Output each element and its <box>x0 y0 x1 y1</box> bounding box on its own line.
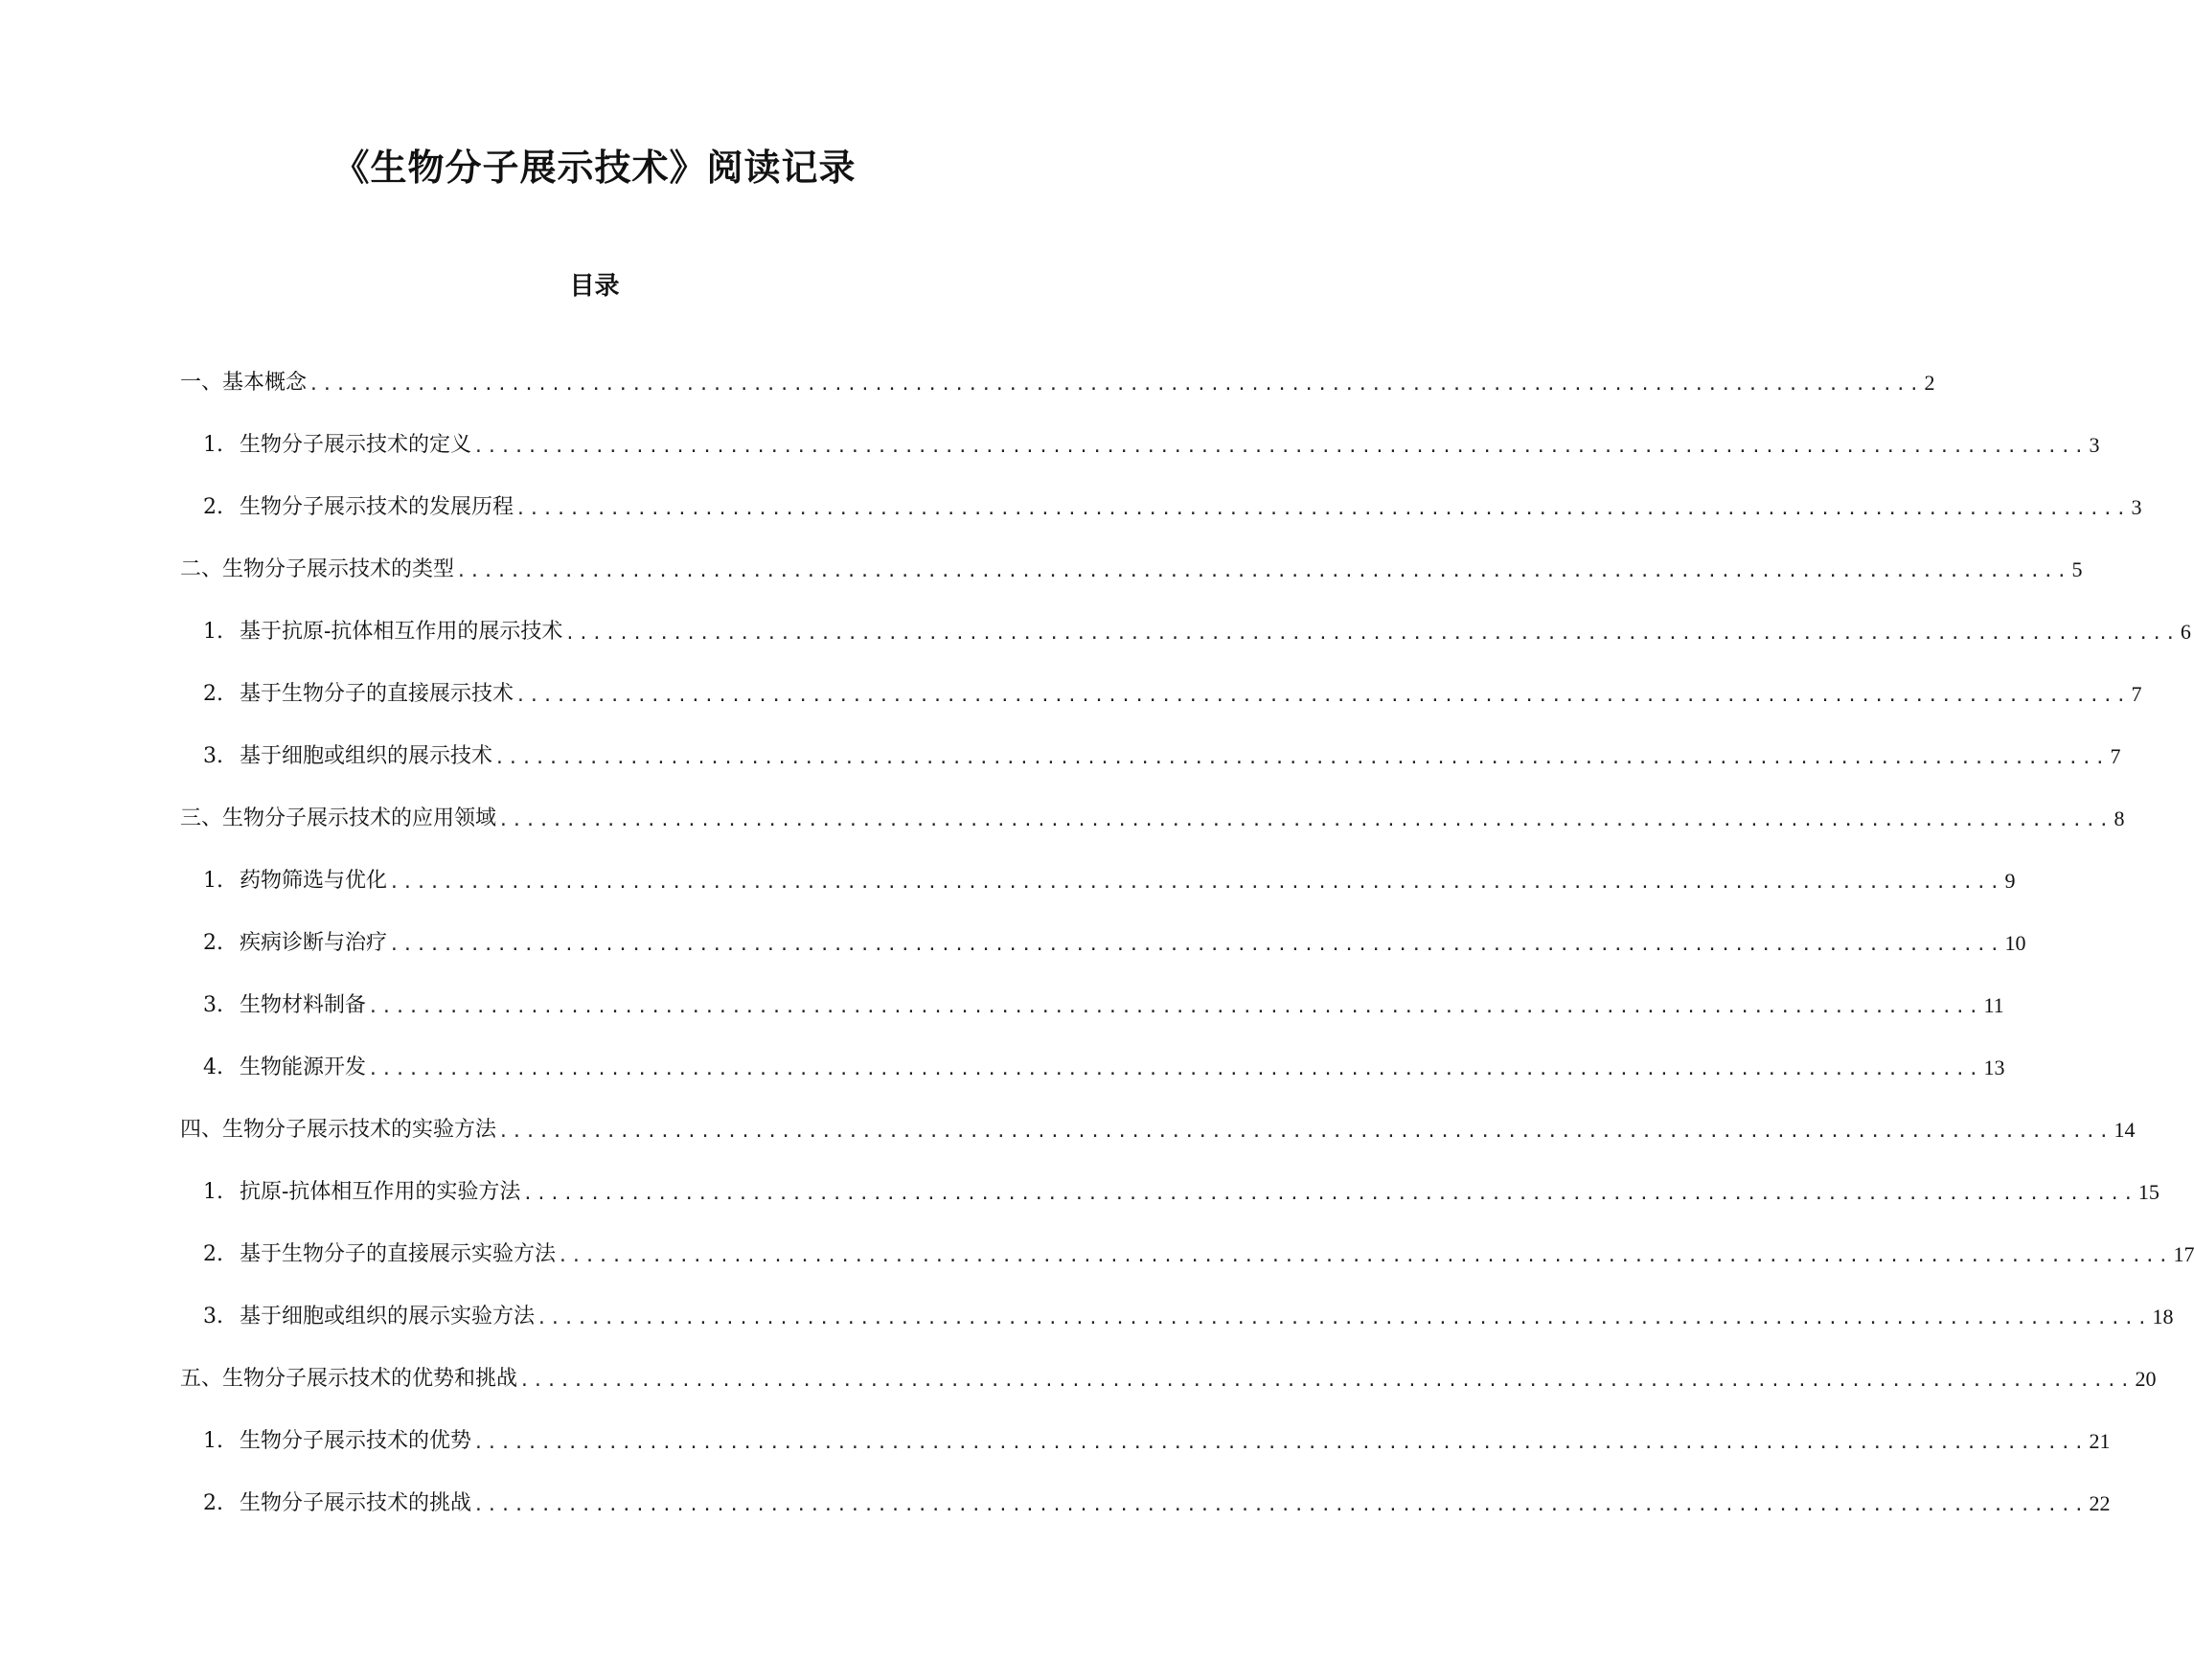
toc-leader-dots: ........................................................................................................................ <box>498 1122 2113 1142</box>
toc-page-number: 17 <box>2173 1242 2194 1266</box>
toc-entry[interactable] <box>0 1301 2174 1363</box>
toc-entry-text: 疾病诊断与治疗 <box>240 931 388 955</box>
toc-entry[interactable] <box>0 927 2026 989</box>
toc-page-number: 7 <box>2110 744 2121 768</box>
toc-entry-text: 四、生物分子展示技术的实验方法 <box>180 1118 497 1142</box>
toc-leader-dots: ........................................................................................................................ <box>515 686 2130 706</box>
toc-entry[interactable] <box>0 1114 2136 1176</box>
toc-leader-dots: ........................................................................................................................ <box>473 1433 2088 1453</box>
toc-leader-dots: ........................................................................................................................ <box>558 1246 2172 1266</box>
toc-entry[interactable] <box>0 1176 2160 1238</box>
toc-entry-number: 2. <box>203 931 223 955</box>
toc-entry[interactable] <box>0 429 2100 491</box>
toc-leader-dots: ........................................................................................................................ <box>519 1371 2134 1391</box>
toc-entry[interactable] <box>0 989 2004 1052</box>
toc-page-number: 21 <box>2089 1429 2111 1453</box>
toc-entry-text: 生物能源开发 <box>240 1056 367 1079</box>
toc-entry[interactable] <box>0 740 2121 803</box>
toc-page-number: 18 <box>2152 1305 2174 1328</box>
toc-entry-number: 1. <box>203 433 223 457</box>
toc-page-number: 6 <box>2180 620 2191 644</box>
toc-entry-text: 三、生物分子展示技术的应用领域 <box>180 806 497 830</box>
toc-leader-dots: ........................................................................................................................ <box>309 375 1923 395</box>
toc-entry-text: 生物材料制备 <box>240 993 367 1017</box>
table-of-contents <box>0 367 2194 1550</box>
toc-entry-number: 2. <box>203 495 223 519</box>
toc-leader-dots: ........................................................................................................................ <box>515 499 2130 519</box>
toc-entry-number: 1. <box>203 1180 223 1204</box>
toc-entry[interactable] <box>0 1425 2111 1487</box>
toc-entry-text: 生物分子展示技术的优势 <box>240 1429 472 1453</box>
document-title: 《生物分子展示技术》阅读记录 <box>332 146 857 189</box>
toc-entry-text: 基于细胞或组织的展示技术 <box>240 744 493 768</box>
toc-page-number: 7 <box>2131 682 2142 706</box>
toc-page-number: 20 <box>2135 1367 2157 1391</box>
toc-page-number: 3 <box>2131 495 2142 519</box>
toc-entry-text: 基于生物分子的直接展示技术 <box>240 682 514 706</box>
toc-entry-text: 生物分子展示技术的定义 <box>240 433 472 457</box>
toc-entry-text: 药物筛选与优化 <box>240 869 388 893</box>
toc-leader-dots: ........................................................................................................................ <box>368 997 1982 1017</box>
toc-page-number: 2 <box>1924 371 1935 395</box>
toc-page-number: 5 <box>2071 557 2083 581</box>
toc-leader-dots: ........................................................................................................................ <box>473 1495 2088 1515</box>
toc-leader-dots: ........................................................................................................................ <box>389 935 2003 955</box>
toc-entry-number: 2. <box>203 1242 223 1266</box>
toc-entry-text: 基于生物分子的直接展示实验方法 <box>240 1242 557 1266</box>
toc-entry-text: 生物分子展示技术的发展历程 <box>240 495 514 519</box>
toc-entry[interactable] <box>0 491 2142 554</box>
toc-leader-dots: ........................................................................................................................ <box>537 1308 2151 1328</box>
toc-leader-dots: ........................................................................................................................ <box>456 561 2070 581</box>
toc-entry-number: 3. <box>203 993 223 1017</box>
toc-entry-number: 4. <box>203 1056 223 1079</box>
toc-entry-number: 2. <box>203 1491 223 1515</box>
toc-entry-text: 基于细胞或组织的展示实验方法 <box>240 1305 536 1328</box>
toc-entry[interactable] <box>0 678 2142 740</box>
toc-entry[interactable] <box>0 1238 2194 1301</box>
toc-entry[interactable] <box>0 803 2125 865</box>
toc-page-number: 13 <box>1983 1056 2005 1079</box>
toc-entry-text: 五、生物分子展示技术的优势和挑战 <box>180 1367 518 1391</box>
toc-entry[interactable] <box>0 865 2016 927</box>
toc-entry-number: 3. <box>203 744 223 768</box>
toc-entry-text: 生物分子展示技术的挑战 <box>240 1491 472 1515</box>
toc-entry[interactable] <box>0 1487 2111 1550</box>
toc-leader-dots: ........................................................................................................................ <box>522 1184 2137 1204</box>
toc-page-number: 9 <box>2004 869 2016 893</box>
toc-entry[interactable] <box>0 554 2083 616</box>
toc-entry-number: 1. <box>203 1429 223 1453</box>
toc-leader-dots: ........................................................................................................................ <box>368 1059 1982 1079</box>
toc-entry[interactable] <box>0 367 1935 429</box>
toc-page-number: 11 <box>1983 993 2004 1017</box>
toc-leader-dots: ........................................................................................................................ <box>494 748 2109 768</box>
toc-leader-dots: ........................................................................................................................ <box>389 873 2003 893</box>
toc-entry[interactable] <box>0 1363 2157 1425</box>
toc-entry[interactable] <box>0 616 2191 678</box>
toc-entry-number: 1. <box>203 869 223 893</box>
toc-entry-number: 3. <box>203 1305 223 1328</box>
toc-page-number: 10 <box>2004 931 2026 955</box>
toc-heading: 目录 <box>569 272 620 301</box>
toc-leader-dots: ........................................................................................................................ <box>564 624 2179 644</box>
toc-entry-text: 抗原-抗体相互作用的实验方法 <box>240 1180 521 1204</box>
toc-page-number: 8 <box>2114 806 2125 830</box>
toc-page-number: 22 <box>2089 1491 2111 1515</box>
toc-entry-number: 2. <box>203 682 223 706</box>
toc-entry-number: 1. <box>203 620 223 644</box>
toc-page-number: 15 <box>2137 1180 2160 1204</box>
toc-entry-text: 一、基本概念 <box>180 371 308 395</box>
toc-leader-dots: ........................................................................................................................ <box>473 437 2088 457</box>
toc-entry-text: 基于抗原-抗体相互作用的展示技术 <box>240 620 563 644</box>
toc-entry-text: 二、生物分子展示技术的类型 <box>180 557 455 581</box>
toc-leader-dots: ........................................................................................................................ <box>498 810 2113 830</box>
toc-entry[interactable] <box>0 1052 2005 1114</box>
toc-page-number: 3 <box>2089 433 2100 457</box>
toc-page-number: 14 <box>2114 1118 2136 1142</box>
